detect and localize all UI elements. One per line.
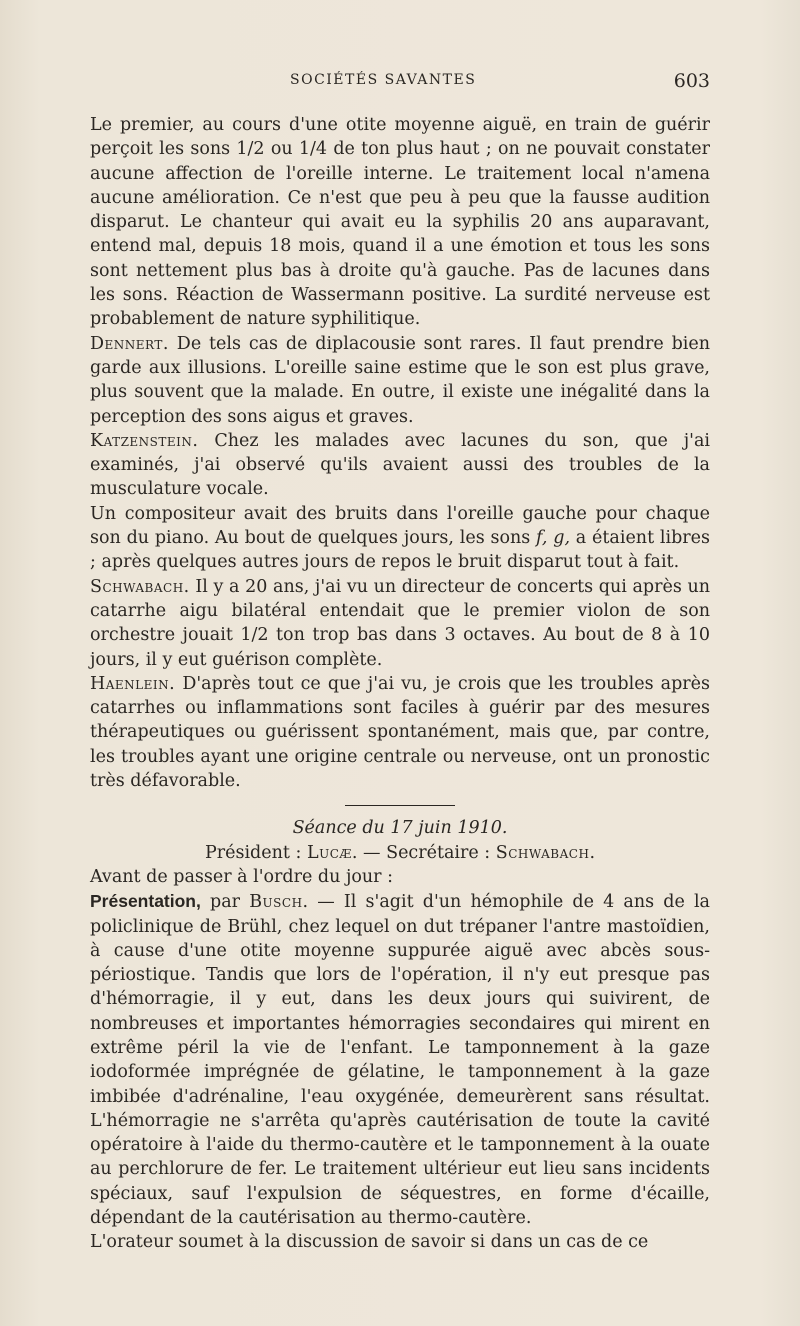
running-head: SOCIÉTÉS SAVANTES — [290, 72, 477, 88]
session-officers — [90, 841, 710, 865]
paragraph-compositeur-text-1: Un compositeur avait des bruits dans l'oreille gauche pour chaque son du piano. Au bout de quelques jours, les sons — [90, 503, 710, 549]
session-title: Séance du 17 juin 1910. — [292, 818, 508, 839]
secretary-label: . — Secrétaire : — [351, 842, 496, 863]
paragraph-ordre-du-jour: Avant de passer à l'ordre du jour : — [90, 866, 394, 887]
presentation-by: par — [200, 892, 250, 913]
paragraph-haenlein-text: D'après tout ce que j'ai vu, je crois que les troubles après catarrhes ou inflammations sont faciles à guérir par des mesures thérapeutiques ou guérissent spontanément, mais que, par contre, les troubles ayant une origine centrale ou nerveuse, ont un pronostic très défavorable. — [90, 673, 710, 792]
paragraph-1 — [90, 113, 710, 332]
paragraph-katzenstein-text: Chez les malades avec lacunes du son, que j'ai examinés, j'ai observé qu'ils avaient aussi des troubles de la musculature vocale. — [90, 430, 710, 500]
paragraph-dennert — [90, 332, 710, 429]
president-label: Président : — [204, 842, 307, 863]
speaker-dennert: Dennert. — [90, 333, 169, 354]
paragraph-presentation — [90, 889, 710, 1230]
section-divider — [345, 805, 455, 806]
secretary-end: . — [589, 842, 596, 863]
paragraph-schwabach-text: Il y a 20 ans, j'ai vu un directeur de concerts qui après un catarrhe aigu bilatéral entendait que le premier violon de son orchestre jouait 1/2 ton trop bas dans 3 octaves. Au bout de 8 à 10 jours, il y eut guérison complète. — [90, 576, 710, 670]
paragraph-dennert-text: De tels cas de diplacousie sont rares. Il faut prendre bien garde aux illusions. L'oreille saine estime que le son est plus grave, plus souvent que la malade. En outre, il existe une inégalité dans la perception des sons aigus et graves. — [90, 333, 710, 427]
paragraph-schwabach — [90, 575, 710, 672]
presentation-text: . — Il s'agit d'un hémophile de 4 ans de la policlinique de Brühl, chez lequel on dut trépaner l'antre mastoïdien, à cause d'une otite moyenne suppurée aiguë avec abcès sous-périostique. Tandis que lors de l'opération, il n'y eut presque pas d'hémorragie, il y eut, dans les deux jours qui suivirent, de nombreuses et importantes hémorragies secondaires qui mirent en extrême péril la vie de l'enfant. Le tamponnement à la gaze iodoformée imprégnée de gélatine, le tamponnement à la gaze imbibée d'adrénaline, l'eau oxygénée, demeurèrent sans résultat. L'hémorragie ne s'arrêta qu'après cautérisation de toute la cavité opératoire à l'aide du thermo-cautère et le tamponnement à la ouate au perchlorure de fer. Le traitement ultérieur eut lieu sans incidents spéciaux, sauf l'expulsion de séquestres, en forme d'écaille, dépendant de la cautérisation au thermo-cautère. — [90, 892, 710, 1229]
paragraph-compositeur-text-2: a étaient libres ; après quelques autres jours de repos le bruit disparut tout à fait. — [90, 528, 710, 573]
secretary-name: Schwabach — [495, 842, 590, 863]
speaker-haenlein: Haenlein. — [90, 673, 176, 694]
presentation-heading: Présentation, — [90, 891, 201, 912]
paragraph-compositeur — [90, 502, 710, 575]
page-header — [90, 70, 710, 94]
speaker-katzenstein: Katzenstein. — [90, 430, 199, 451]
speaker-schwabach: Schwabach. — [90, 576, 190, 597]
paragraph-katzenstein — [90, 429, 710, 502]
page-number: 603 — [673, 70, 710, 92]
president-name: Lucæ — [306, 842, 352, 863]
notes-italic: f, g, — [536, 528, 571, 549]
body-text — [90, 113, 710, 1255]
paragraph-1-text: Le premier, au cours d'une otite moyenne aiguë, en train de guérir perçoit les sons 1/2 ou 1/4 de ton plus haut ; on ne pouvait constater aucune affection de l'oreille interne. Le traitement local n'amena aucune amélioration. Ce n'est que peu à peu que la fausse audition disparut. Le chanteur qui avait eu la syphilis 20 ans auparavant, entend mal, depuis 18 mois, quand il a une émotion et tous les sons sont nettement plus bas à droite qu'à gauche. Pas de lacunes dans les sons. Réaction de Wassermann positive. La surdité nerveuse est probablement de nature syphilitique. — [90, 115, 710, 330]
speaker-busch: Busch — [249, 892, 303, 913]
paragraph-orateur: L'orateur soumet à la discussion de savoir si dans un cas de ce — [90, 1232, 649, 1253]
paragraph-haenlein — [90, 672, 710, 793]
